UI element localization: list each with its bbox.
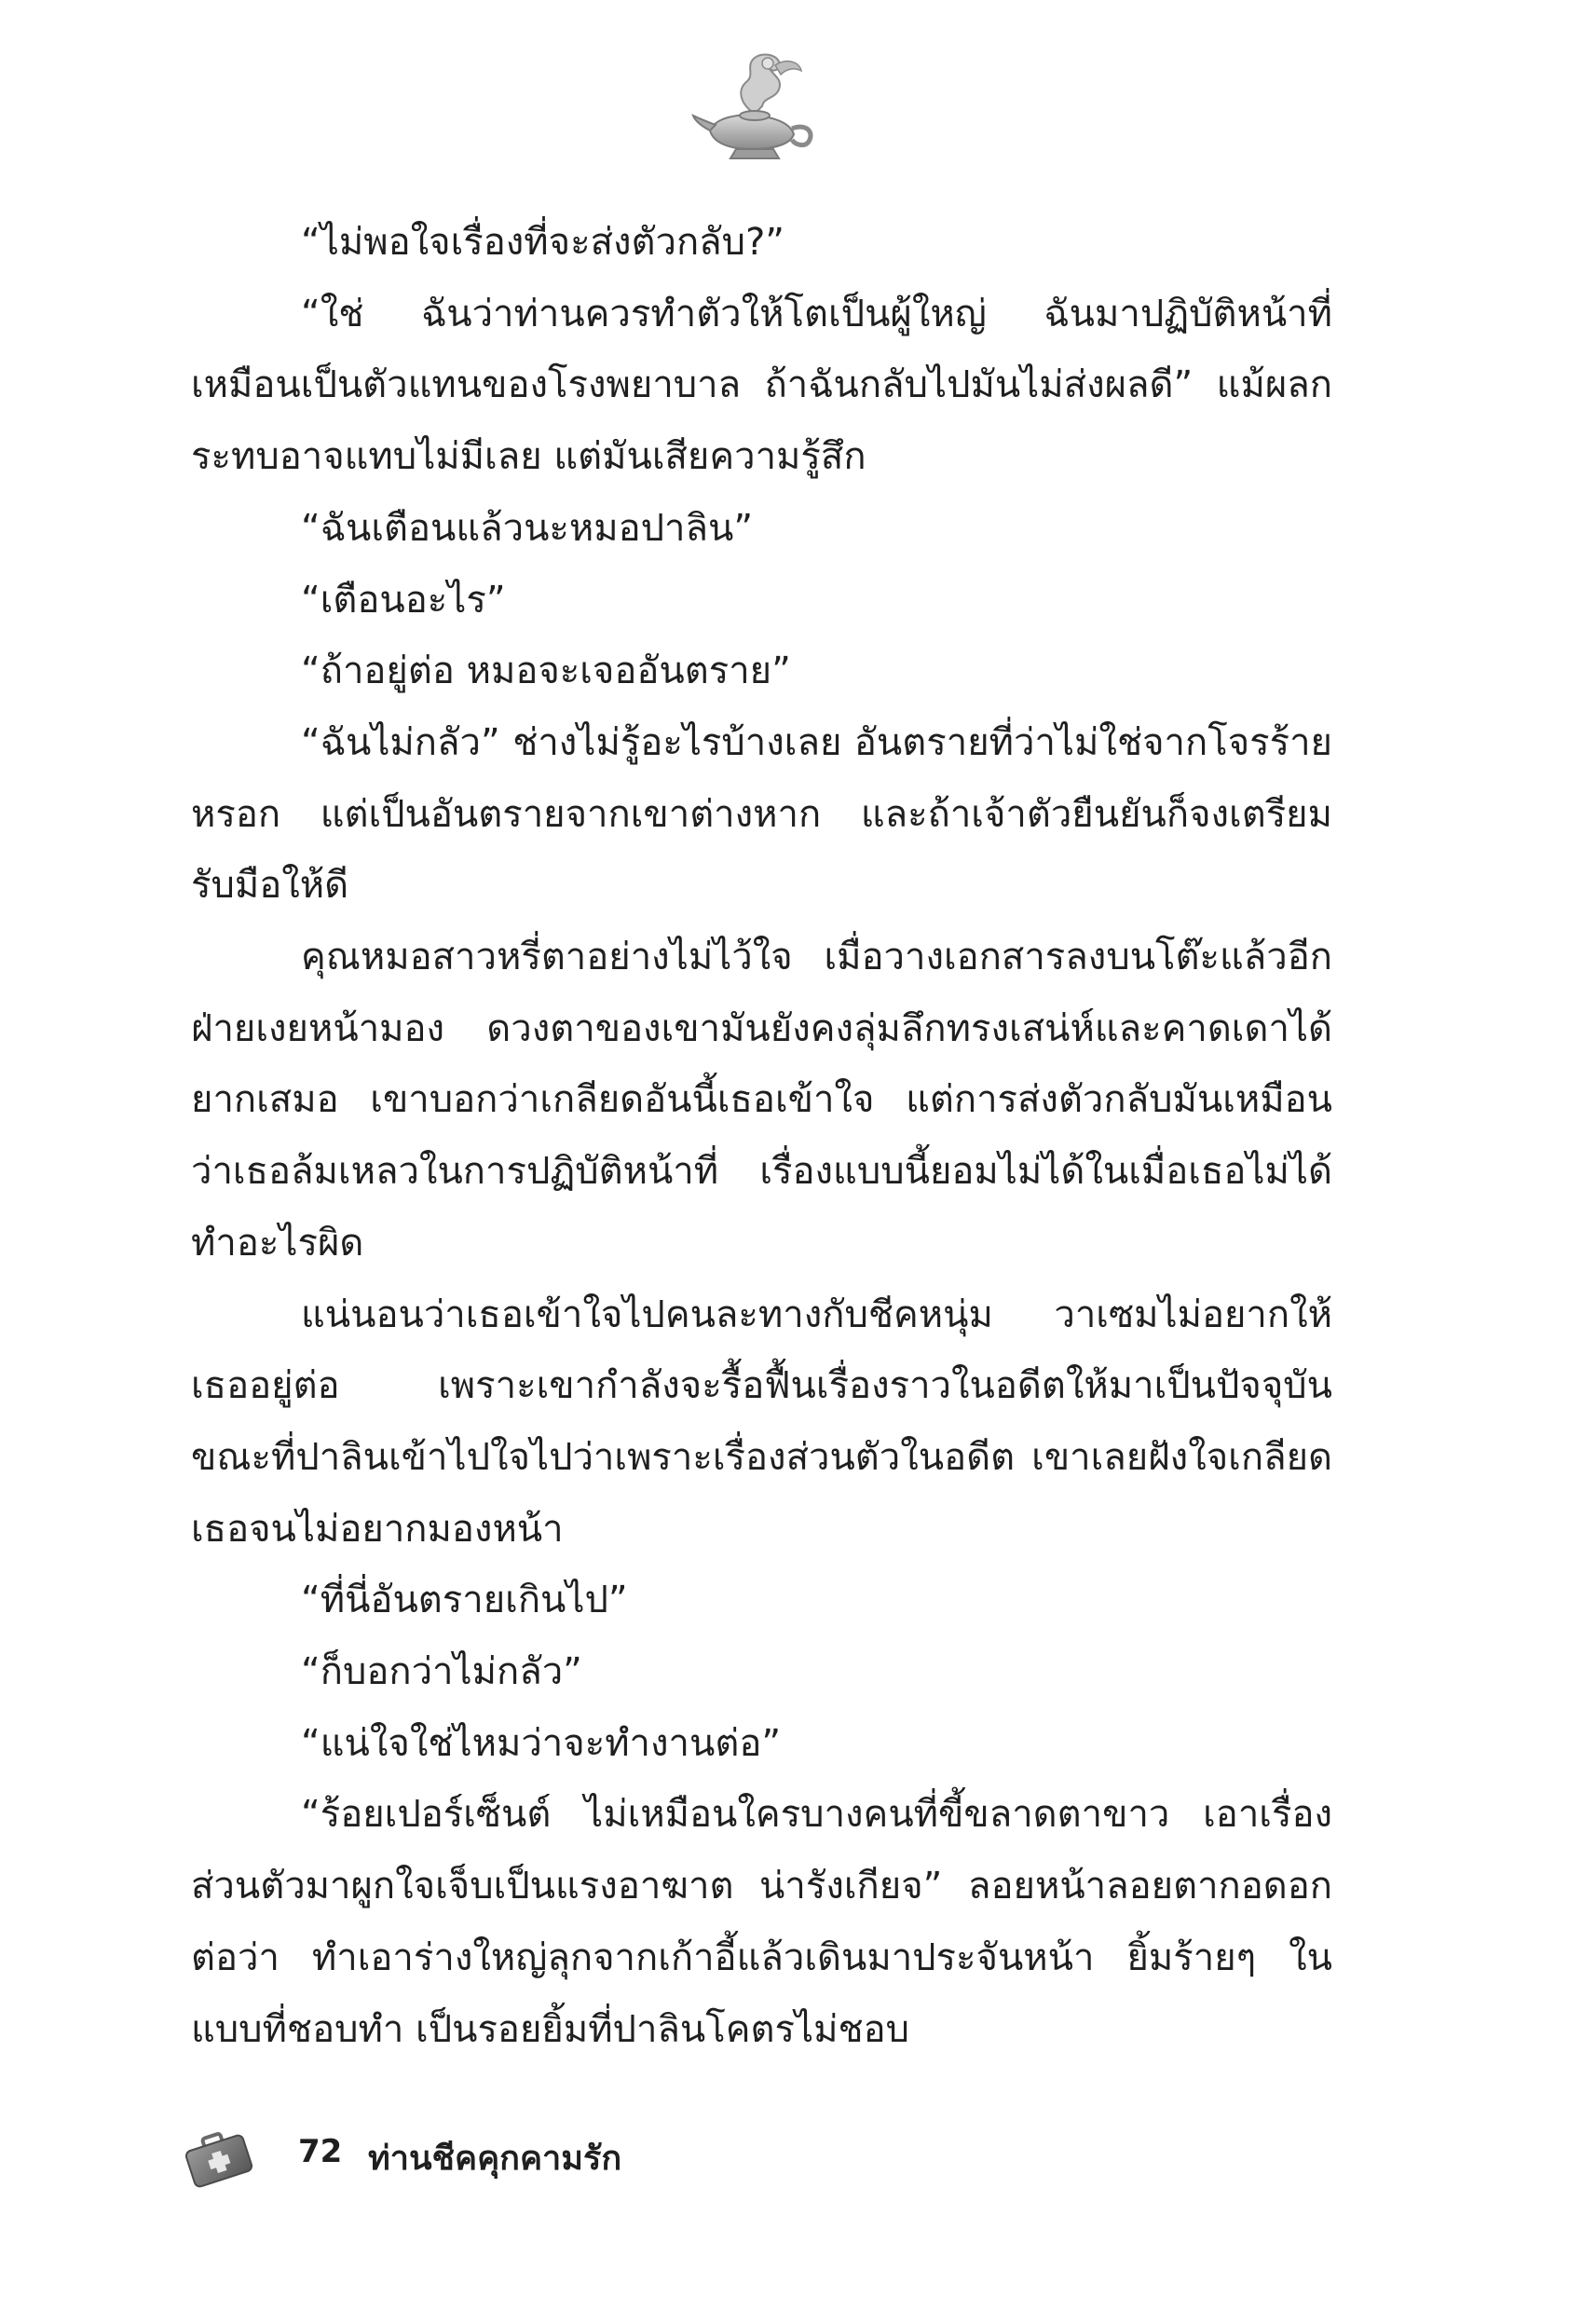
genie-lamp-icon xyxy=(689,48,820,170)
medical-case-icon xyxy=(182,2120,256,2195)
paragraph: “ไม่พอใจเรื่องที่จะส่งตัวกลับ?” xyxy=(301,221,785,264)
paragraph: “เตือนอะไร” xyxy=(301,578,506,622)
paragraph: “ที่นี่อันตรายเกินไป” xyxy=(301,1579,628,1622)
paragraph: “ใช่ ฉันว่าท่านควรทำตัวให้โตเป็นผู้ใหญ่ ฉันมาปฏิบัติหน้าที่เหมือนเป็นตัวแทนของโรงพยาบาล ถ้าฉันกลับไปมันไม่ส่งผลดี” แม้ผลกระทบอาจแทบไม่มีเลย แต่มันเสียความรู้สึก xyxy=(191,292,1332,479)
paragraph: คุณหมอสาวหรี่ตาอย่างไม่ไว้ใจ เมื่อวางเอกสารลงบนโต๊ะแล้วอีกฝ่ายเงยหน้ามอง ดวงตาของเขามันยังคงลุ่มลึกทรงเสน่ห์และคาดเดาได้ยากเสมอ เขาบอกว่าเกลียดอันนี้เธอเข้าใจ แต่การส่งตัวกลับมันเหมือนว่าเธอล้มเหลวในการปฏิบัติหน้าที่ เรื่องแบบนี้ยอมไม่ได้ในเมื่อเธอไม่ได้ทำอะไรผิด xyxy=(191,936,1332,1265)
paragraph: แน่นอนว่าเธอเข้าใจไปคนละทางกับชีคหนุ่ม วาเซมไม่อยากให้เธออยู่ต่อ เพราะเขากำลังจะรื้อฟื้นเรื่องราวในอดีตให้มาเป็นปัจจุบัน ขณะที่ปาลินเข้าไปใจไปว่าเพราะเรื่องส่วนตัวในอดีต เขาเลยฝังใจเกลียดเธอจนไม่อยากมองหน้า xyxy=(191,1292,1332,1551)
paragraph: “ฉันเตือนแล้วนะหมอปาลิน” xyxy=(301,506,754,550)
paragraph: “แน่ใจใช่ไหมว่าจะทำงานต่อ” xyxy=(301,1721,782,1765)
page-number: 72 xyxy=(298,2133,343,2170)
paragraph: “ร้อยเปอร์เซ็นต์ ไม่เหมือนใครบางคนที่ขี้ขลาดตาขาว เอาเรื่องส่วนตัวมาผูกใจเจ็บเป็นแรงอาฆาต น่ารังเกียจ” ลอยหน้าลอยตากอดอกต่อว่า ทำเอาร่างใหญ่ลุกจากเก้าอี้แล้วเดินมาประจันหน้า ยิ้มร้ายๆ ในแบบที่ชอบทำ เป็นรอยยิ้มที่ปาลินโคตรไม่ชอบ xyxy=(191,1793,1332,2051)
paragraph: “ถ้าอยู่ต่อ หมอจะเจออันตราย” xyxy=(301,650,791,693)
paragraph: “ฉันไม่กลัว” ช่างไม่รู้อะไรบ้างเลย อันตรายที่ว่าไม่ใช่จากโจรร้ายหรอก แต่เป็นอันตรายจากเขาต่างหาก และถ้าเจ้าตัวยืนยันก็จงเตรียมรับมือให้ดี xyxy=(191,720,1332,908)
paragraph: “ก็บอกว่าไม่กลัว” xyxy=(301,1650,582,1694)
body-text xyxy=(191,207,1332,2065)
page-footer xyxy=(182,2120,927,2195)
book-title: ท่านชีคคุกคามรัก xyxy=(368,2140,622,2178)
